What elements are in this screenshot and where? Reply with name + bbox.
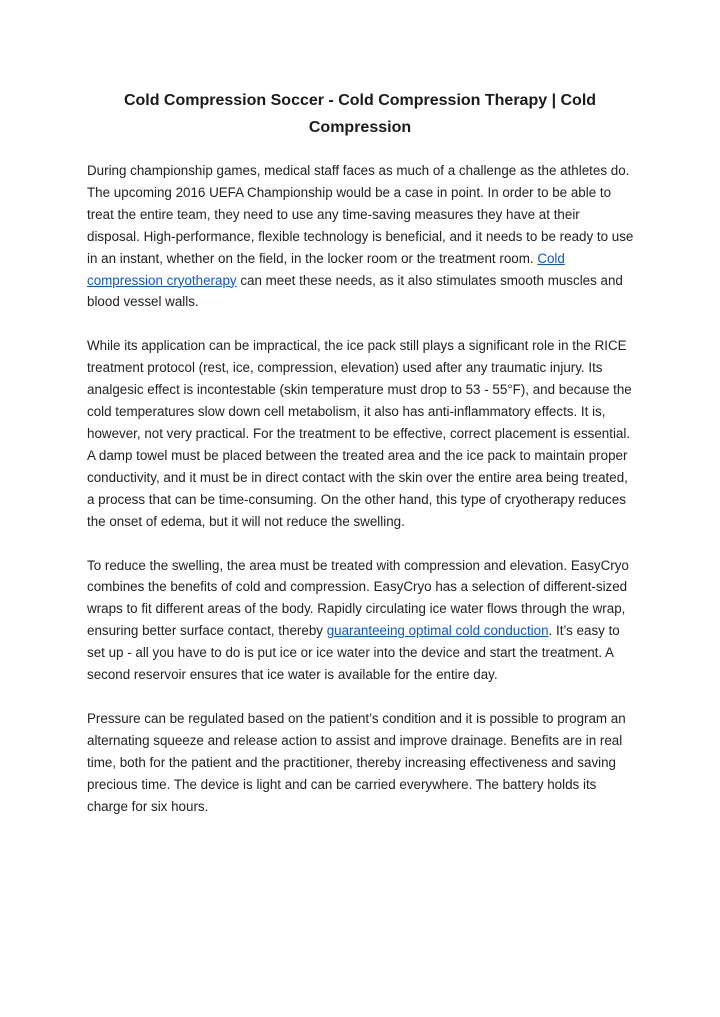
- paragraph-3: [87, 555, 635, 686]
- cold-compression-cryotherapy-link[interactable]: Cold compression cryotherapy: [87, 250, 565, 288]
- document-title: Cold Compression Soccer - Cold Compression Therapy | Cold Compression: [123, 92, 597, 136]
- paragraph-4: Pressure can be regulated based on the patient’s condition and it is possible to program an alternating squeeze and release action to assist and improve drainage. Benefits are in real time, both for the patient and the practitioner, thereby increasing effectiveness and saving precious time. The device is light and can be carried everywhere. The battery holds its charge for six hours.: [87, 710, 626, 814]
- paragraph-1-text-before: During championship games, medical staff faces as much of a challenge as the athletes do. The upcoming 2016 UEFA Championship would be a case in point. In order to be able to treat the entire team, they need to use any time-saving measures they have at their disposal. High-performance, flexible technology is beneficial, and it needs to be ready to use in an instant, whether on the field, in the locker room or the treatment room.: [87, 163, 634, 266]
- document-body: [87, 160, 635, 839]
- paragraph-2: While its application can be impractical, the ice pack still plays a significant role in the RICE treatment protocol (rest, ice, compression, elevation) used after any traumatic injury. Its analgesic effect is incontestable (skin temperature must drop to 53 - 55°F), and because the cold temperatures slow down cell metabolism, it also has anti-inflammatory effects. It is, however, not very practical. For the treatment to be effective, correct placement is essential. A damp towel must be placed between the treated area and the ice pack to maintain proper conductivity, and it must be in direct contact with the skin over the entire area being treated, a process that can be time-consuming. On the other hand, this type of cryotherapy reduces the onset of edema, but it will not reduce the swelling.: [87, 338, 632, 529]
- guaranteeing-optimal-cold-conduction-link[interactable]: guaranteeing optimal cold conduction: [326, 623, 549, 639]
- paragraph-1-text-after: can meet these needs, as it also stimulates smooth muscles and blood vessel walls.: [87, 272, 623, 310]
- paragraph-1: [87, 160, 635, 313]
- paragraph-3-text-before: To reduce the swelling, the area must be treated with compression and elevation. EasyCryo combines the benefits of cold and compression. EasyCryo has a selection of different-sized wraps to fit different areas of the body. Rapidly circulating ice water flows through the wrap, ensuring better surface contact, thereby: [87, 557, 629, 639]
- paragraph-3-text-after: . It’s easy to set up - all you have to do is put ice or ice water into the device and start the treatment. A second reservoir ensures that ice water is available for the entire day.: [87, 623, 620, 683]
